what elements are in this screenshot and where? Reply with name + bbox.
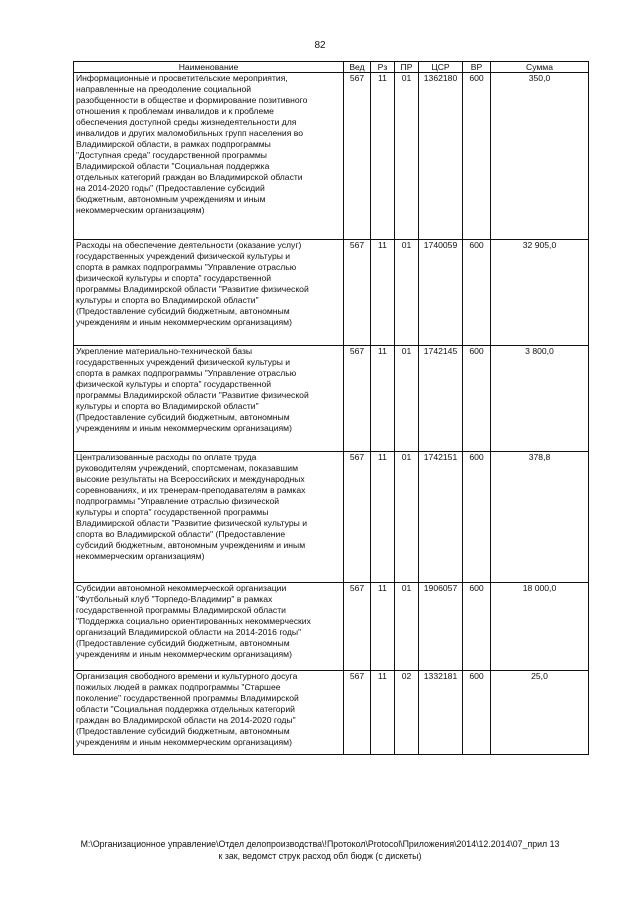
row-vr: 600 (463, 583, 491, 671)
row-ved: 567 (344, 73, 371, 240)
row-rz: 11 (371, 452, 395, 583)
header-rz: Рз (371, 62, 395, 73)
row-ved: 567 (344, 671, 371, 755)
table-row (74, 671, 589, 755)
row-vr: 600 (463, 73, 491, 240)
row-csr: 1742151 (419, 452, 463, 583)
row-pr: 01 (395, 240, 419, 346)
table-row (74, 73, 589, 240)
row-rz: 11 (371, 583, 395, 671)
row-pr: 02 (395, 671, 419, 755)
table-row (74, 240, 589, 346)
header-vr: ВР (463, 62, 491, 73)
row-ved: 567 (344, 452, 371, 583)
table-row (74, 583, 589, 671)
row-sum: 18 000,0 (491, 583, 589, 671)
row-pr: 01 (395, 346, 419, 452)
row-rz: 11 (371, 240, 395, 346)
table-header-row (74, 62, 589, 73)
row-pr: 01 (395, 73, 419, 240)
row-name: Расходы на обеспечение деятельности (оказание услуг) государственных учреждений физической культуры и спорта в рамках подпрограммы "Управление отраслью физической культуры и спорта" государственной программы Владимирской области "Развитие физической культуры и спорта во Владимирской области" (Предоставление субсидий бюджетным, автономным учреждениям и иным некоммерческим организациям) (74, 240, 344, 346)
row-name: Информационные и просветительские мероприятия, направленные на преодоление социальной разобщенности в обществе и формирование позитивного отношения к проблемам инвалидов и к проблеме обеспечения доступной среды жизнедеятельности для инвалидов и других маломобильных групп населения во Владимирской области, в рамках подпрограммы "Доступная среда" государственной программы Владимирской области "Социальная поддержка отдельных категорий граждан во Владимирской области на 2014-2020 годы" (Предоставление субсидий бюджетным, автономным учреждениям и иным некоммерческим организациям) (74, 73, 344, 240)
header-pr: ПР (395, 62, 419, 73)
row-csr: 1740059 (419, 240, 463, 346)
file-path-footer (0, 838, 640, 862)
row-rz: 11 (371, 346, 395, 452)
row-sum: 350,0 (491, 73, 589, 240)
table-row (74, 346, 589, 452)
page-number: 82 (314, 40, 326, 51)
row-name: Организация свободного времени и культурного досуга пожилых людей в рамках подпрограммы "Старшее поколение" государственной программы Владимирской области "Социальная поддержка отдельных категорий граждан во Владимирской области на 2014-2020 годы" (Предоставление субсидий бюджетным, автономным учреждениям и иным некоммерческим организациям) (74, 671, 344, 755)
row-name: Субсидии автономной некоммерческой организации "Футбольный клуб "Торпедо-Владимир" в рамках государственной программы Владимирской области "Поддержка социально ориентированных некоммерческих организаций Владимирской области на 2014-2016 годы" (Предоставление субсидий бюджетным, автономным учреждениям и иным некоммерческим организациям) (74, 583, 344, 671)
row-ved: 567 (344, 240, 371, 346)
row-pr: 01 (395, 452, 419, 583)
row-ved: 567 (344, 346, 371, 452)
table-row (74, 452, 589, 583)
row-vr: 600 (463, 240, 491, 346)
row-vr: 600 (463, 671, 491, 755)
budget-table (73, 61, 589, 755)
footer-line-2: к зак, ведомст струк расход обл бюдж (с дискеты) (218, 851, 422, 861)
header-csr: ЦСР (419, 62, 463, 73)
row-sum: 32 905,0 (491, 240, 589, 346)
row-csr: 1362180 (419, 73, 463, 240)
header-ved: Вед (344, 62, 371, 73)
row-csr: 1742145 (419, 346, 463, 452)
row-sum: 25,0 (491, 671, 589, 755)
row-ved: 567 (344, 583, 371, 671)
header-sum: Сумма (491, 62, 589, 73)
row-sum: 378,8 (491, 452, 589, 583)
row-csr: 1906057 (419, 583, 463, 671)
row-csr: 1332181 (419, 671, 463, 755)
header-name: Наименование (74, 62, 344, 73)
row-rz: 11 (371, 73, 395, 240)
row-sum: 3 800,0 (491, 346, 589, 452)
row-vr: 600 (463, 346, 491, 452)
row-name: Укрепление материально-технической базы государственных учреждений физической культуры и спорта в рамках подпрограммы "Управление отраслью физической культуры и спорта" государственной программы Владимирской области "Развитие физической культуры и спорта во Владимирской области" (Предоставление субсидий бюджетным, автономным учреждениям и иным некоммерческим организациям) (74, 346, 344, 452)
row-rz: 11 (371, 671, 395, 755)
row-name: Централизованные расходы по оплате труда руководителям учреждений, спортсменам, показавшим высокие результаты на Всероссийских и международных соревнованиях, и их тренерам-преподавателям в рамках подпрограммы "Управление отраслью физической культуры и спорта" государственной программы Владимирской области "Развитие физической культуры и спорта во Владимирской области" (Предоставление субсидий бюджетным, автономным учреждениям и иным некоммерческим организациям) (74, 452, 344, 583)
row-vr: 600 (463, 452, 491, 583)
footer-line-1: M:\Организационное управление\Отдел делопроизводства\!Протокол\Protocol\Приложения\2014\12.2014\07_прил 13 (80, 839, 560, 849)
row-pr: 01 (395, 583, 419, 671)
